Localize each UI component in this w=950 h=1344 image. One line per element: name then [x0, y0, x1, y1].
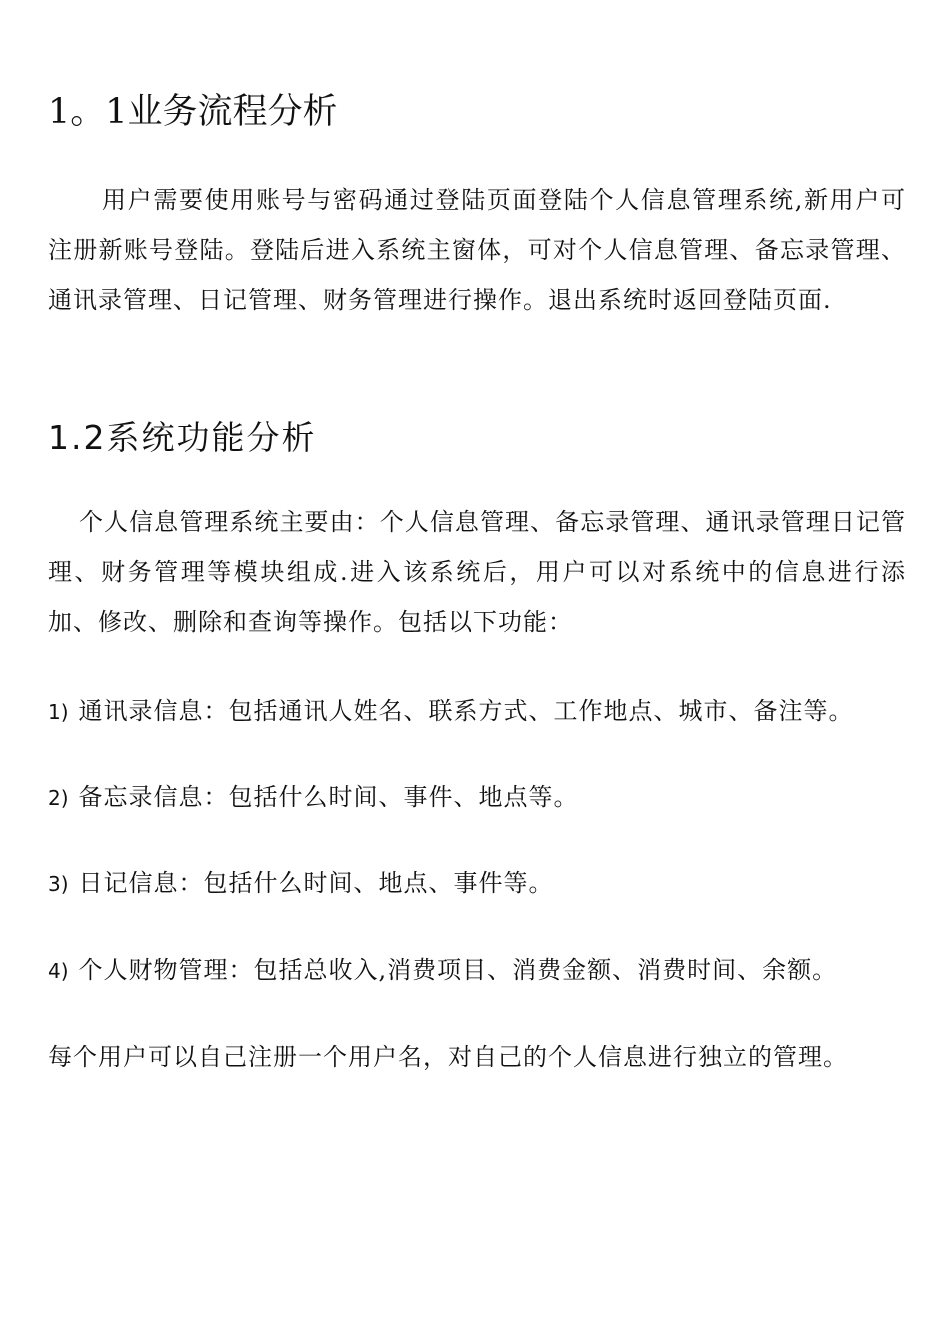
- list-item-number: 3): [48, 872, 69, 896]
- list-item-number: 1): [48, 700, 69, 724]
- list-item-number: 4): [48, 959, 69, 983]
- list-item: [48, 686, 928, 737]
- list-item-text: 个人财物管理：包括总收入,消费项目、消费金额、消费时间、余额。: [78, 956, 838, 984]
- list-item-text: 备忘录信息：包括什么时间、事件、地点等。: [78, 783, 579, 811]
- list-item: [48, 945, 928, 996]
- closing-paragraph: 每个用户可以自己注册一个用户名，对自己的个人信息进行独立的管理。: [48, 1043, 848, 1071]
- section-1-heading: 1。1业务流程分析: [48, 92, 338, 132]
- section-2-paragraph: 个人信息管理系统主要由：个人信息管理、备忘录管理、通讯录管理日记管理、财务管理等模块组成.进入该系统后，用户可以对系统中的信息进行添加、修改、删除和查询等操作。包括以下功能：: [48, 508, 906, 636]
- list-item-text: 通讯录信息：包括通讯人姓名、联系方式、工作地点、城市、备注等。: [78, 697, 854, 725]
- list-item-number: 2): [48, 786, 69, 810]
- section-1-paragraph: 用户需要使用账号与密码通过登陆页面登陆个人信息管理系统,新用户可注册新账号登陆。登陆后进入系统主窗体，可对个人信息管理、备忘录管理、通讯录管理、日记管理、财务管理进行操作。退出系统时返回登陆页面.: [48, 186, 906, 314]
- section-2-heading: 1.2系统功能分析: [48, 418, 317, 457]
- list-item: [48, 858, 928, 909]
- list-item: [48, 772, 928, 823]
- list-item-text: 日记信息：包括什么时间、地点、事件等。: [78, 869, 554, 897]
